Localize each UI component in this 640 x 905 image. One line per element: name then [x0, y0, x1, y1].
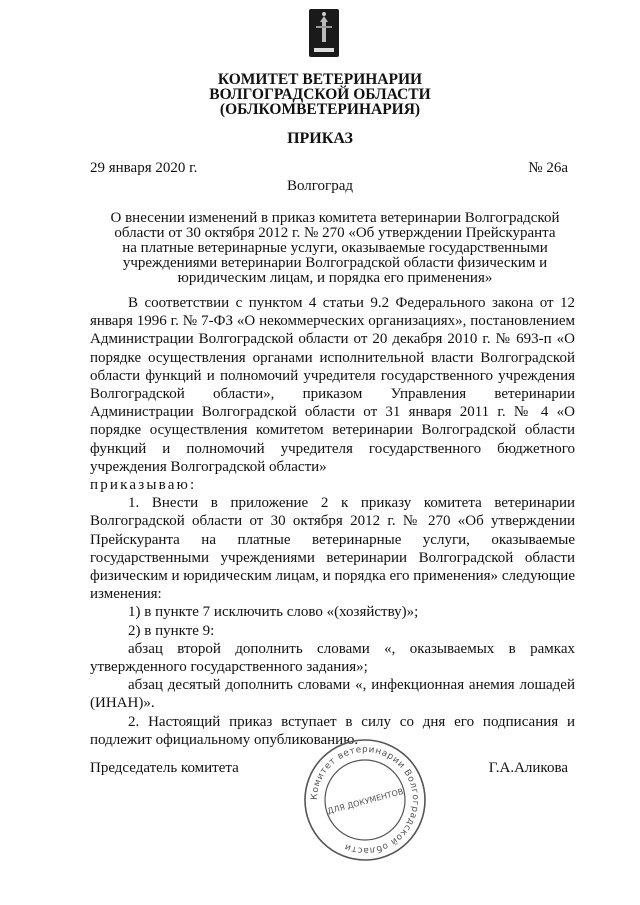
item-1-2-paragraph: 2) в пункте 9: — [128, 622, 215, 639]
item-1-1-paragraph: 1) в пункте 7 исключить слово «(хозяйству)»; — [128, 604, 419, 621]
stamp-center-text: ДЛЯ ДОКУМЕНТОВ — [326, 786, 405, 816]
subject-line-4: учреждениями ветеринарии Волгоградской области физическим и — [122, 255, 548, 271]
subject-line-3: на платные ветеринарные услуги, оказываемые государственными — [122, 240, 548, 256]
orders-word: приказываю: — [90, 477, 197, 494]
document-number: № 26а — [528, 160, 568, 176]
organization-name — [0, 72, 640, 117]
document-city: Волгоград — [286, 178, 353, 194]
document-type: ПРИКАЗ — [287, 130, 353, 147]
stamp-ring-text: Комитет ветеринарии Волгоградской области — [309, 744, 421, 856]
subject-line-5: юридическим лицам, и порядка его применения» — [177, 270, 493, 286]
preamble-paragraph: В соответствии с пунктом 4 статьи 9.2 Федерального закона от 12 января 1996 г. № 7-ФЗ «О некоммерческих организациях», постановлением Администрации Волгоградской области от 20 декабря 2010 г. № 693-п «О порядке осуществления органами исполнительной власти Волгоградской области функций и полномочий учредителя государственного учреждения Волгоградской области», приказом Управления ветеринарии Администрации Волгоградской области от 31 января 2011 г. № 4 «О порядке осуществления комитетом ветеринарии Волгоградской области функций и полномочий учредителя государственного бюджетного учреждения Волгоградской области» — [90, 295, 575, 475]
org-line-3: (ОБЛКОМВЕТЕРИНАРИЯ) — [219, 101, 421, 118]
signer-position: Председатель комитета — [90, 760, 239, 776]
signer-name: Г.А.Аликова — [488, 760, 568, 776]
subject-line-2: области от 30 октября 2012 г. № 270 «Об утверждении Прейскуранта — [114, 225, 556, 241]
item-1-2b-paragraph: абзац десятый дополнить словами «, инфекционная анемия лошадей (ИНАН)». — [90, 677, 575, 712]
org-line-1: КОМИТЕТ ВЕТЕРИНАРИИ — [217, 71, 423, 88]
org-line-2: ВОЛГОГРАДСКОЙ ОБЛАСТИ — [209, 86, 431, 103]
official-stamp-seal — [300, 735, 430, 865]
item-1-paragraph: 1. Внести в приложение 2 к приказу комитета ветеринарии Волгоградской области от 30 октября 2012 г. № 270 «Об утверждении Прейскуранта на платные ветеринарные услуги, оказываемые государственными учреждениями ветеринарии Волгоградской области физическим и юридическим лицам, и порядка его применения» следующие изменения: — [90, 495, 575, 603]
item-2-paragraph: 2. Настоящий приказ вступает в силу со дня его подписания и подлежит официальному опубликованию. — [90, 713, 575, 748]
document-body — [90, 294, 575, 749]
item-1-2a-paragraph: абзац второй дополнить словами «, оказываемых в рамках утвержденного государственного задания»; — [90, 640, 575, 676]
document-subject — [90, 211, 580, 286]
coat-of-arms-emblem — [308, 8, 340, 58]
document-date: 29 января 2020 г. — [90, 160, 198, 176]
subject-line-1: О внесении изменений в приказ комитета ветеринарии Волгоградской — [110, 210, 560, 226]
